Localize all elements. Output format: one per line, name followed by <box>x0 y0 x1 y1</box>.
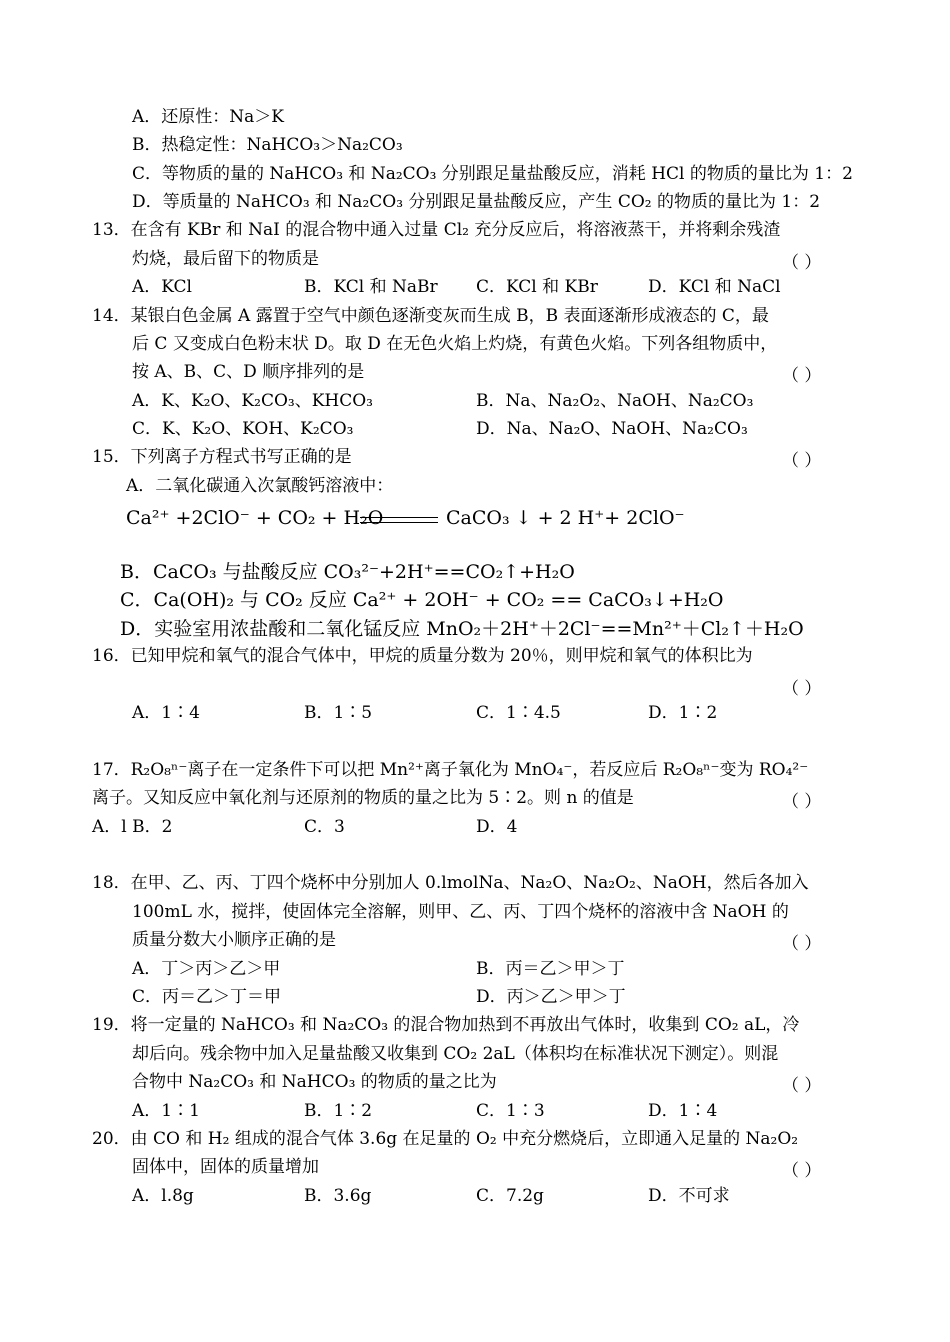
q13-stem-line2: 灼烧，最后留下的物质是 <box>132 249 319 269</box>
q14-option-d: D．Na、Na₂O、NaOH、Na₂CO₃ <box>476 419 748 439</box>
q18-option-d: D．丙＞乙＞甲＞丁 <box>476 987 626 1007</box>
q20-stem-line1: 20．由 CO 和 H₂ 组成的混合气体 3.6g 在足量的 O₂ 中充分燃烧后，立即通入足量的 Na₂O₂ <box>92 1129 799 1149</box>
q20-option-c: C．7.2g <box>476 1186 544 1206</box>
q14-stem-line1: 14．某银白色金属 A 露置于空气中颜色逐渐变灰而生成 B，B 表面逐渐形成液态的 C，最 <box>92 306 769 326</box>
q13-option-d: D．KCl 和 NaCl <box>648 277 781 297</box>
q18-option-c: C．丙＝乙＞丁＝甲 <box>132 987 282 1007</box>
q15-option-c: C．Ca(OH)₂ 与 CO₂ 反应 Ca²⁺ + 2OH⁻ + CO₂ == CaCO₃↓+H₂O <box>120 589 724 611</box>
q18-stem-line1: 18．在甲、乙、丙、丁四个烧杯中分别加人 0.lmolNa、Na₂O、Na₂O₂、NaOH，然后各加入 <box>92 873 809 893</box>
q20-stem-line2: 固体中，固体的质量增加 <box>132 1157 319 1177</box>
q17-option-a-b: A．l B．2 <box>92 817 173 837</box>
q16-answer-paren: （ ） <box>782 679 822 699</box>
q18-stem-line2: 100mL 水，搅拌，使固体完全溶解，则甲、乙、丙、丁四个烧杯的溶液中含 NaOH 的 <box>132 902 789 922</box>
q12-option-d: D．等质量的 NaHCO₃ 和 Na₂CO₃ 分别跟足量盐酸反应，产生 CO₂ 的物质的量比为 1：2 <box>132 192 821 212</box>
q18-option-b: B．丙＝乙＞甲＞丁 <box>476 959 625 979</box>
q19-option-a: A．1∶1 <box>132 1101 200 1121</box>
q15-option-a-text: A．二氧化碳通入次氯酸钙溶液中： <box>126 476 394 496</box>
q12-option-a: A．还原性：Na＞K <box>132 107 284 127</box>
q17-option-c: C．3 <box>304 817 345 837</box>
q16-option-c: C．1∶4.5 <box>476 703 561 723</box>
q13-option-a: A．KCl <box>132 277 192 297</box>
q17-stem-line2: 离子。又知反应中氧化剂与还原剂的物质的量之比为 5∶2。则 n 的值是 <box>92 788 634 808</box>
q15-answer-paren: （ ） <box>782 451 822 471</box>
q13-stem-line1: 13．在含有 KBr 和 NaI 的混合物中通入过量 Cl₂ 充分反应后，将溶液蒸干，并将剩余残渣 <box>92 220 781 240</box>
q15-stem: 15．下列离子方程式书写正确的是 <box>92 447 352 467</box>
q14-stem-line3: 按 A、B、C、D 顺序排列的是 <box>132 362 365 382</box>
q15-option-a-equation-left: Ca²⁺ +2ClO⁻ + CO₂ + H₂O <box>126 507 384 529</box>
q13-answer-paren: （ ） <box>782 253 822 273</box>
q18-answer-paren: （ ） <box>782 934 822 954</box>
q13-option-c: C．KCl 和 KBr <box>476 277 598 297</box>
q14-option-b: B．Na、Na₂O₂、NaOH、Na₂CO₃ <box>476 391 754 411</box>
q19-stem-line3: 合物中 Na₂CO₃ 和 NaHCO₃ 的物质的量之比为 <box>132 1072 497 1092</box>
q16-stem: 16．已知甲烷和氧气的混合气体中，甲烷的质量分数为 20％，则甲烷和氧气的体积比为 <box>92 646 753 666</box>
q19-stem-line1: 19．将一定量的 NaHCO₃ 和 Na₂CO₃ 的混合物加热到不再放出气体时，收集到 CO₂ aL，冷 <box>92 1015 800 1035</box>
equation-equals-sign <box>360 517 438 523</box>
q20-answer-paren: （ ） <box>782 1161 822 1181</box>
q16-option-a: A．1∶4 <box>132 703 200 723</box>
q17-answer-paren: （ ） <box>782 792 822 812</box>
q15-option-d: D．实验室用浓盐酸和二氧化锰反应 MnO₂＋2H⁺＋2Cl⁻==Mn²⁺＋Cl₂↑＋H₂O <box>120 618 804 640</box>
q20-option-a: A．l.8g <box>132 1186 194 1206</box>
q19-option-d: D．1∶4 <box>648 1101 718 1121</box>
q12-option-b: B．热稳定性：NaHCO₃＞Na₂CO₃ <box>132 135 403 155</box>
q16-option-b: B．1∶5 <box>304 703 373 723</box>
q13-option-b: B．KCl 和 NaBr <box>304 277 438 297</box>
q14-answer-paren: （ ） <box>782 366 822 386</box>
q15-option-a-equation-right: CaCO₃ ↓ + 2 H⁺+ 2ClO⁻ <box>446 507 685 529</box>
q17-stem-line1: 17．R₂O₈ⁿ⁻离子在一定条件下可以把 Mn²⁺离子氧化为 MnO₄⁻，若反应后 R₂O₈ⁿ⁻变为 RO₄²⁻ <box>92 760 809 780</box>
q20-option-d: D．不可求 <box>648 1186 730 1206</box>
q12-option-c: C．等物质的量的 NaHCO₃ 和 Na₂CO₃ 分别跟足量盐酸反应，消耗 HCl 的物质的量比为 1：2 <box>132 164 853 184</box>
q14-option-c: C．K、K₂O、KOH、K₂CO₃ <box>132 419 354 439</box>
q17-option-d: D．4 <box>476 817 518 837</box>
q18-stem-line3: 质量分数大小顺序正确的是 <box>132 930 336 950</box>
q14-stem-line2: 后 C 又变成白色粉末状 D。取 D 在无色火焰上灼烧，有黄色火焰。下列各组物质中， <box>132 334 778 354</box>
q19-answer-paren: （ ） <box>782 1076 822 1096</box>
q18-option-a: A．丁＞丙＞乙＞甲 <box>132 959 281 979</box>
q15-option-b: B．CaCO₃ 与盐酸反应 CO₃²⁻+2H⁺==CO₂↑+H₂O <box>120 561 575 583</box>
q19-option-c: C．1∶3 <box>476 1101 545 1121</box>
q20-option-b: B．3.6g <box>304 1186 372 1206</box>
q16-option-d: D．1∶2 <box>648 703 718 723</box>
q14-option-a: A．K、K₂O、K₂CO₃、KHCO₃ <box>132 391 373 411</box>
q19-option-b: B．1∶2 <box>304 1101 373 1121</box>
q19-stem-line2: 却后向。残余物中加入足量盐酸又收集到 CO₂ 2aL（体积均在标准状况下测定）。则混 <box>132 1044 779 1064</box>
